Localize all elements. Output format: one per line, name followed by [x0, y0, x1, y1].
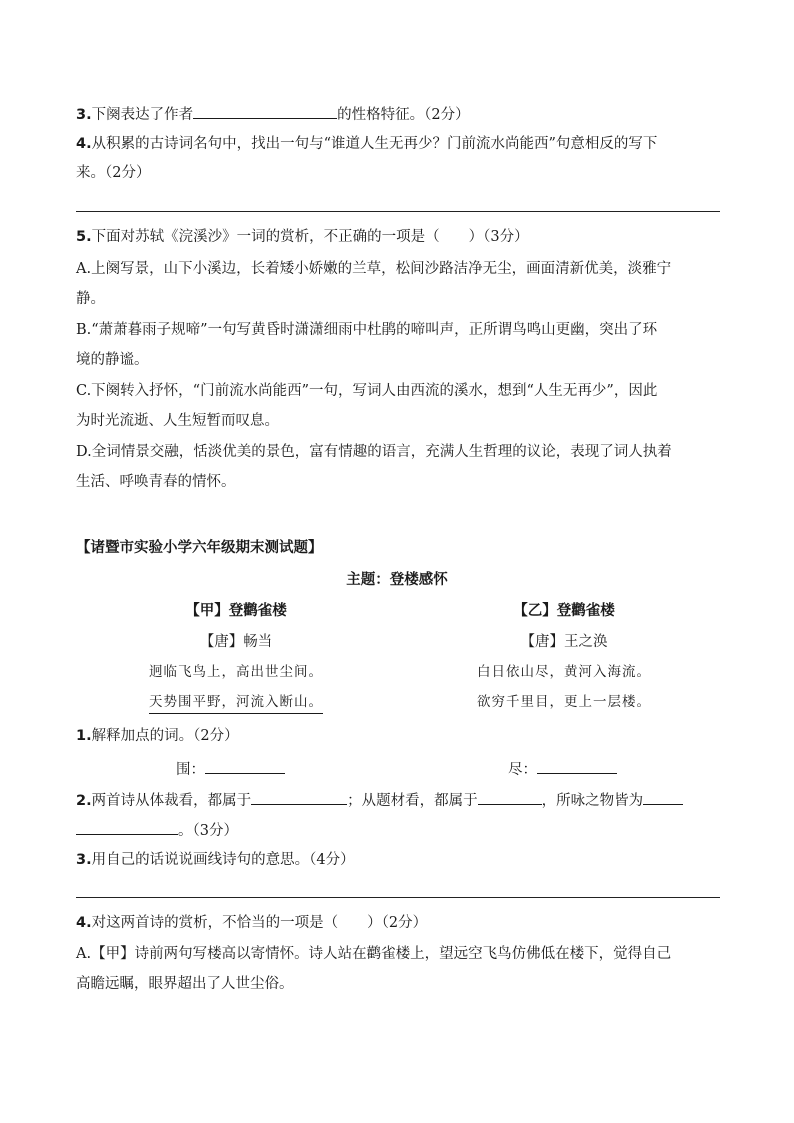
section-title: 【诸暨市实验小学六年级期末测试题】 — [76, 539, 323, 556]
answer-line[interactable] — [76, 897, 720, 898]
poem-b-line1: 白日依山尽，黄河入海流。 — [477, 664, 651, 680]
question-4-line2: 来。（2分） — [76, 165, 151, 181]
poem-a-line2-underlined: 天势围平野，河流入断山。 — [149, 692, 323, 714]
question-4-line1: 4.从积累的古诗词名句中，找出一句与“谁道人生无再少？门前流水尚能西”句意相反的写下 — [76, 136, 658, 152]
answer-blank[interactable] — [193, 103, 337, 119]
option-d-line1: D.全词情景交融，恬淡优美的景色，富有情趣的语言，充满人生哲理的议论，表现了词人执着 — [76, 444, 672, 460]
poem-a-author: 【唐】畅当 — [199, 634, 273, 650]
word-1: 围： — [176, 758, 296, 780]
question-5: 5.下面对苏轼《浣溪沙》一词的赏析，不正确的一项是（ ）（3分） — [76, 229, 529, 245]
word-1-blank[interactable] — [205, 758, 285, 774]
p2-question-1: 1.解释加点的词。（2分） — [76, 728, 239, 744]
answer-line[interactable] — [76, 211, 720, 212]
option-b-line1: B.“萧萧暮雨子规啼”一句写黄昏时潇潇细雨中杜鹃的啼叫声，正所谓鸟鸣山更幽，突出了环 — [76, 322, 658, 338]
theme-title: 主题：登楼感怀 — [346, 571, 448, 588]
option-a-line1: A.上阕写景，山下小溪边，长着矮小娇嫩的兰草，松间沙路洁净无尘，画面清新优美，淡雅宁 — [76, 261, 672, 277]
poem-a-line1: 迥临飞鸟上，高出世尘间。 — [149, 664, 323, 680]
poem-a — [106, 601, 366, 714]
option-c-line2: 为时光流逝、人生短暂而叹息。 — [76, 413, 279, 429]
p2-option-a-line2: 高瞻远瞩，眼界超出了人世尘俗。 — [76, 976, 294, 992]
word-2-blank[interactable] — [537, 758, 617, 774]
subject-blank-part2[interactable] — [76, 819, 178, 835]
poem-b-title: 【乙】登鹳雀楼 — [513, 602, 615, 619]
genre-blank[interactable] — [251, 789, 347, 805]
p2-question-2-line1: 2.两首诗从体裁看，都属于 ；从题材看，都属于 ，所咏之物皆为 — [76, 789, 726, 811]
poem-a-title: 【甲】登鹳雀楼 — [185, 602, 287, 619]
option-c-line1: C.下阕转入抒怀，“门前流水尚能西”一句，写词人由西流的溪水，想到“人生无再少”，因此 — [76, 383, 658, 399]
question-3: 3.下阕表达了作者 的性格特征。（2分） — [76, 103, 726, 125]
poem-b-line2: 欲穷千里目，更上一层楼。 — [477, 694, 651, 710]
option-a-line2: 静。 — [76, 291, 105, 307]
option-d-line2: 生活、呼唤青春的情怀。 — [76, 474, 236, 490]
p2-option-a-line1: A.【甲】诗前两句写楼高以寄情怀。诗人站在鹳雀楼上，望远空飞鸟仿佛低在楼下，觉得自己 — [76, 946, 672, 962]
p2-question-4: 4.对这两首诗的赏析，不恰当的一项是（ ）（2分） — [76, 915, 428, 931]
word-2: 尽： — [508, 758, 628, 780]
subject-blank-part1[interactable] — [643, 789, 683, 805]
p2-question-2-line2: 。（3分） — [76, 819, 726, 841]
p2-question-3: 3.用自己的话说说画线诗句的意思。（4分） — [76, 852, 355, 868]
poem-b — [434, 601, 694, 712]
theme-blank[interactable] — [478, 789, 542, 805]
poem-b-author: 【唐】王之涣 — [520, 634, 608, 650]
option-b-line2: 境的静谧。 — [76, 352, 149, 368]
